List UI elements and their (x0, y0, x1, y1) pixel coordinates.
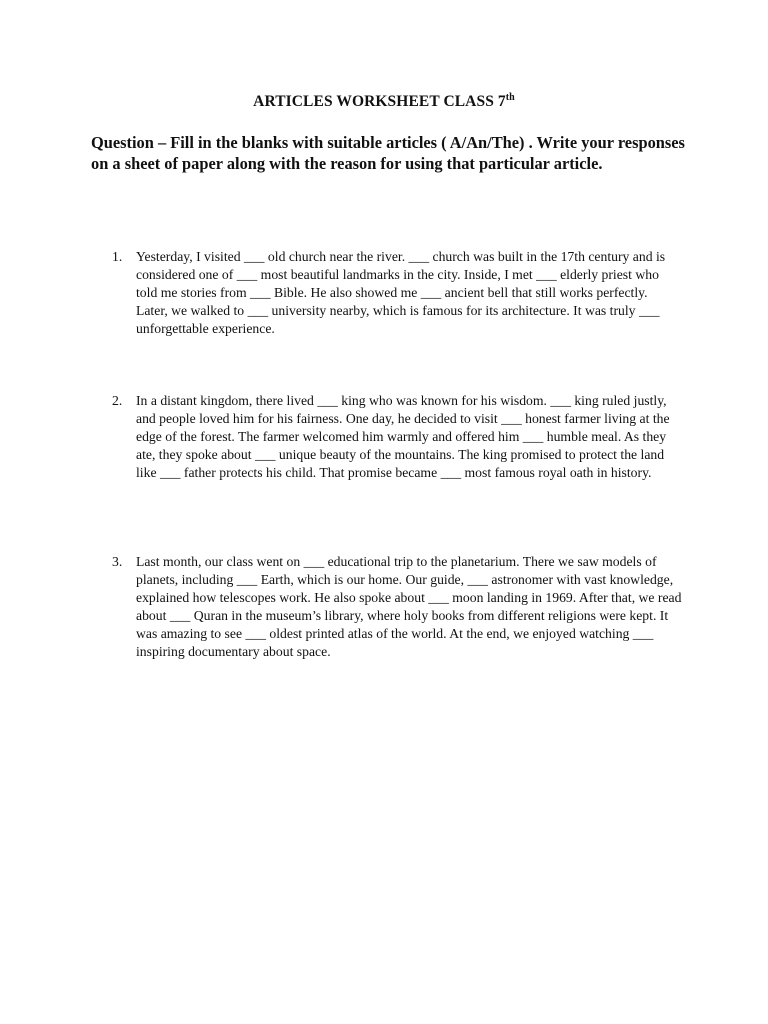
exercise-item (112, 392, 682, 482)
exercise-number: 1. (112, 249, 123, 264)
exercise-paragraph: Yesterday, I visited ___ old church near the river. ___ church was built in the 17th century and is considered one of ___ most beautiful landmarks in the city. Inside, I met ___ elderly priest who told me stories from ___ Bible. He also showed me ___ ancient bell that still works perfectly. Later, we walked to ___ university nearby, which is famous for its architecture. It was truly ___ unforgettable experience. (136, 249, 666, 336)
exercise-paragraph: In a distant kingdom, there lived ___ king who was known for his wisdom. ___ king ruled justly, and people loved him for his fairness. One day, he decided to visit ___ honest farmer living at the edge of the forest. The farmer welcomed him warmly and offered him ___ humble meal. As they ate, they spoke about ___ unique beauty of the mountains. The king promised to protect the land like ___ father protects his child. That promise became ___ most famous royal oath in history. (136, 393, 670, 480)
question-instructions: Question – Fill in the blanks with suitable articles ( A/An/The) . Write your responses on a sheet of paper along with the reason for using that particular article. (91, 133, 685, 173)
exercise-item (112, 553, 682, 661)
worksheet-title-superscript: th (505, 92, 515, 103)
worksheet-title-text: ARTICLES WORKSHEET CLASS 7 (253, 93, 506, 110)
exercise-paragraph: Last month, our class went on ___ educational trip to the planetarium. There we saw models of planets, including ___ Earth, which is our home. Our guide, ___ astronomer with vast knowledge, explained how telescopes work. He also spoke about ___ moon landing in 1969. After that, we read about ___ Quran in the museum’s library, where holy books from different religions were kept. It was amazing to see ___ oldest printed atlas of the world. At the end, we enjoyed watching ___ inspiring documentary about space. (136, 554, 682, 659)
exercise-item (112, 248, 682, 338)
exercise-number: 3. (112, 554, 123, 569)
worksheet-title (0, 93, 768, 111)
exercise-number: 2. (112, 393, 123, 408)
